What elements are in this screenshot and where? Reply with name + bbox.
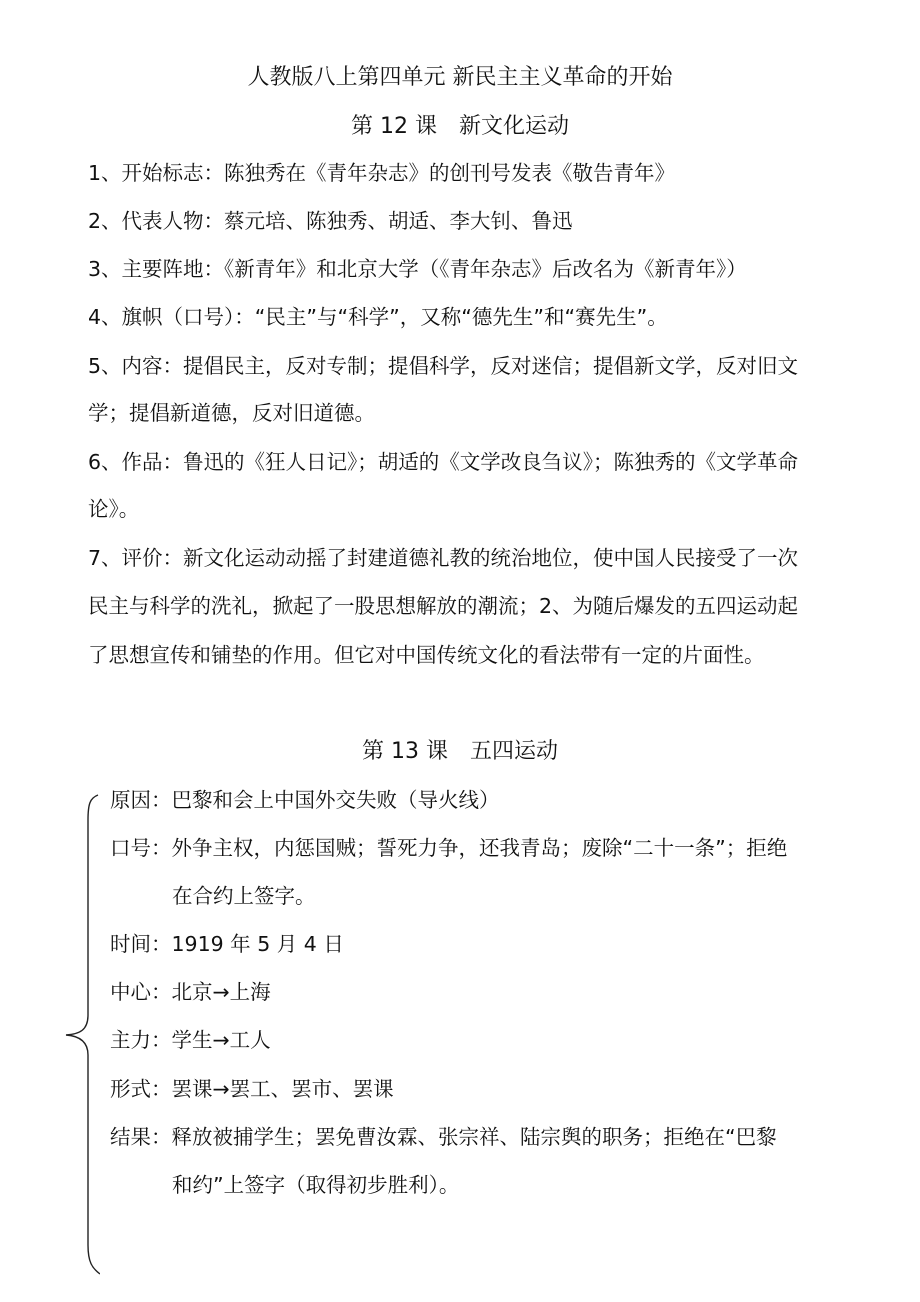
document-title: 人教版八上第四单元 新民主主义革命的开始 bbox=[247, 65, 673, 90]
lesson-13-item: 时间：1919 年 5 月 4 日 bbox=[110, 932, 344, 956]
lesson-13-item: 主力：学生→工人 bbox=[110, 1028, 271, 1052]
lesson-12-line: 3、主要阵地：《新青年》和北京大学（《青年杂志》后改名为《新青年》） bbox=[88, 257, 747, 281]
lesson-12-line: 论》。 bbox=[88, 497, 140, 521]
lesson-13-item: 在合约上签字。 bbox=[172, 884, 316, 908]
lesson-12-line: 7、评价：新文化运动动摇了封建道德礼教的统治地位，使中国人民接受了一次 bbox=[88, 546, 799, 570]
lesson-12-line: 了思想宣传和铺垫的作用。但它对中国传统文化的看法带有一定的片面性。 bbox=[88, 643, 765, 667]
lesson-13-item: 中心：北京→上海 bbox=[110, 980, 271, 1004]
lesson-12-line: 6、作品：鲁迅的《狂人日记》；胡适的《文学改良刍议》；陈独秀的《文学革命 bbox=[88, 450, 799, 474]
lesson-12-line: 5、内容：提倡民主，反对专制；提倡科学，反对迷信；提倡新文学，反对旧文 bbox=[88, 354, 799, 378]
lesson-12-line: 2、代表人物：蔡元培、陈独秀、胡适、李大钊、鲁迅 bbox=[88, 209, 573, 233]
lesson-13-item: 形式：罢课→罢工、罢市、罢课 bbox=[110, 1077, 394, 1101]
lesson-13-item: 和约”上签字（取得初步胜利）。 bbox=[172, 1173, 460, 1197]
lesson-12-line: 民主与科学的洗礼，掀起了一股思想解放的潮流；2、为随后爆发的五四运动起 bbox=[88, 594, 799, 618]
lesson-13-title: 第 13 课 五四运动 bbox=[362, 739, 558, 764]
lesson-12-title: 第 12 课 新文化运动 bbox=[351, 114, 569, 139]
lesson-13-item: 原因：巴黎和会上中国外交失败（导火线） bbox=[110, 788, 500, 812]
lesson-13-item: 结果：释放被捕学生；罢免曹汝霖、张宗祥、陆宗舆的职务；拒绝在“巴黎 bbox=[110, 1125, 777, 1149]
lesson-12-line: 1、开始标志：陈独秀在《青年杂志》的创刊号发表《敬告青年》 bbox=[88, 161, 676, 185]
curly-brace bbox=[60, 790, 100, 1280]
lesson-12-line: 4、旗帜（口号）：“民主”与“科学”，又称“德先生”和“赛先生”。 bbox=[88, 305, 668, 329]
lesson-13-item: 口号：外争主权，内惩国贼；誓死力争，还我青岛；废除“二十一条”；拒绝 bbox=[110, 836, 788, 860]
lesson-12-line: 学；提倡新道德，反对旧道德。 bbox=[88, 401, 375, 425]
